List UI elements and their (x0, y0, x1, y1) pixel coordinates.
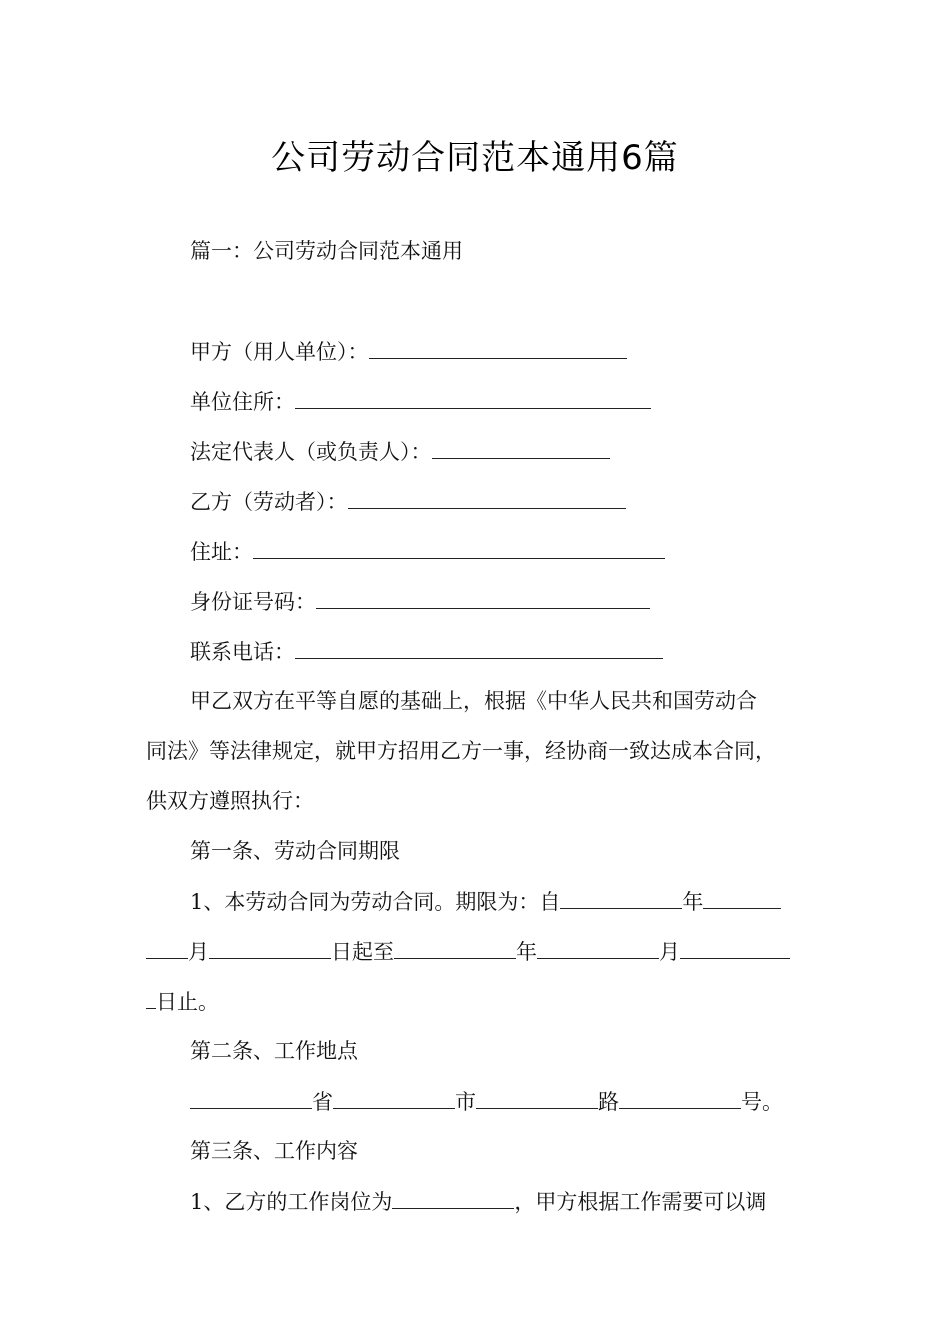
text: 日起至 (331, 940, 394, 964)
text: 号。 (741, 1090, 783, 1114)
text: 1、本劳动合同为劳动合同。期限为：自 (190, 890, 561, 914)
text: 年 (682, 890, 704, 914)
article-2-heading: 第二条、工作地点 (190, 1039, 358, 1063)
field-label: 联系电话： (190, 640, 295, 664)
text: 市 (455, 1090, 476, 1114)
field-label: 甲方（用人单位）： (190, 340, 369, 364)
article-1-line-2 (146, 936, 790, 967)
text: 月 (659, 940, 680, 964)
text: 路 (598, 1090, 619, 1114)
blank-line (537, 936, 659, 959)
blank-line (432, 436, 610, 459)
field-party-a (190, 336, 627, 367)
field-id-number (190, 586, 650, 617)
blank-line (295, 636, 663, 659)
field-legal-rep (190, 436, 610, 467)
intro-line-2: 同法》等法律规定，就甲方招用乙方一事，经协商一致达成本合同， (146, 739, 776, 763)
blank-line (619, 1086, 741, 1109)
document-title: 公司劳动合同范本通用6篇 (271, 138, 679, 178)
blank-line (316, 586, 650, 609)
blank-line (146, 986, 156, 1009)
field-residence (190, 536, 665, 567)
blank-line (253, 536, 665, 559)
article-1-heading: 第一条、劳动合同期限 (190, 839, 400, 863)
field-address (190, 386, 651, 417)
intro-line-3: 供双方遵照执行： (146, 789, 314, 813)
article-2-address-line (190, 1086, 783, 1117)
field-label: 身份证号码： (190, 590, 316, 614)
text: 日止。 (156, 990, 219, 1014)
blank-line (392, 1186, 514, 1209)
text: 年 (516, 940, 537, 964)
article-1-line-3 (146, 986, 219, 1017)
blank-line (333, 1086, 455, 1109)
field-label: 住址： (190, 540, 253, 564)
blank-line (146, 936, 188, 959)
text: 月 (188, 940, 209, 964)
text: 省 (312, 1090, 333, 1114)
blank-line (394, 936, 516, 959)
article-1-line-1 (190, 886, 781, 917)
field-label: 乙方（劳动者）： (190, 490, 348, 514)
blank-line (369, 336, 627, 359)
article-3-line-1 (190, 1186, 766, 1217)
blank-line (348, 486, 626, 509)
text: 1、乙方的工作岗位为 (190, 1190, 393, 1214)
blank-line (476, 1086, 598, 1109)
intro-line-1: 甲乙双方在平等自愿的基础上，根据《中华人民共和国劳动合 (190, 689, 757, 713)
text: ，甲方根据工作需要可以调 (514, 1190, 767, 1214)
blank-line (209, 936, 331, 959)
field-label: 单位住所： (190, 390, 295, 414)
article-3-heading: 第三条、工作内容 (190, 1139, 358, 1163)
section-heading: 篇一：公司劳动合同范本通用 (190, 239, 463, 263)
field-party-b (190, 486, 626, 517)
blank-line (295, 386, 651, 409)
blank-line (190, 1086, 312, 1109)
field-label: 法定代表人（或负责人）： (190, 440, 432, 464)
field-phone (190, 636, 663, 667)
blank-line (680, 936, 790, 959)
blank-line (560, 886, 682, 909)
blank-line (703, 886, 781, 909)
